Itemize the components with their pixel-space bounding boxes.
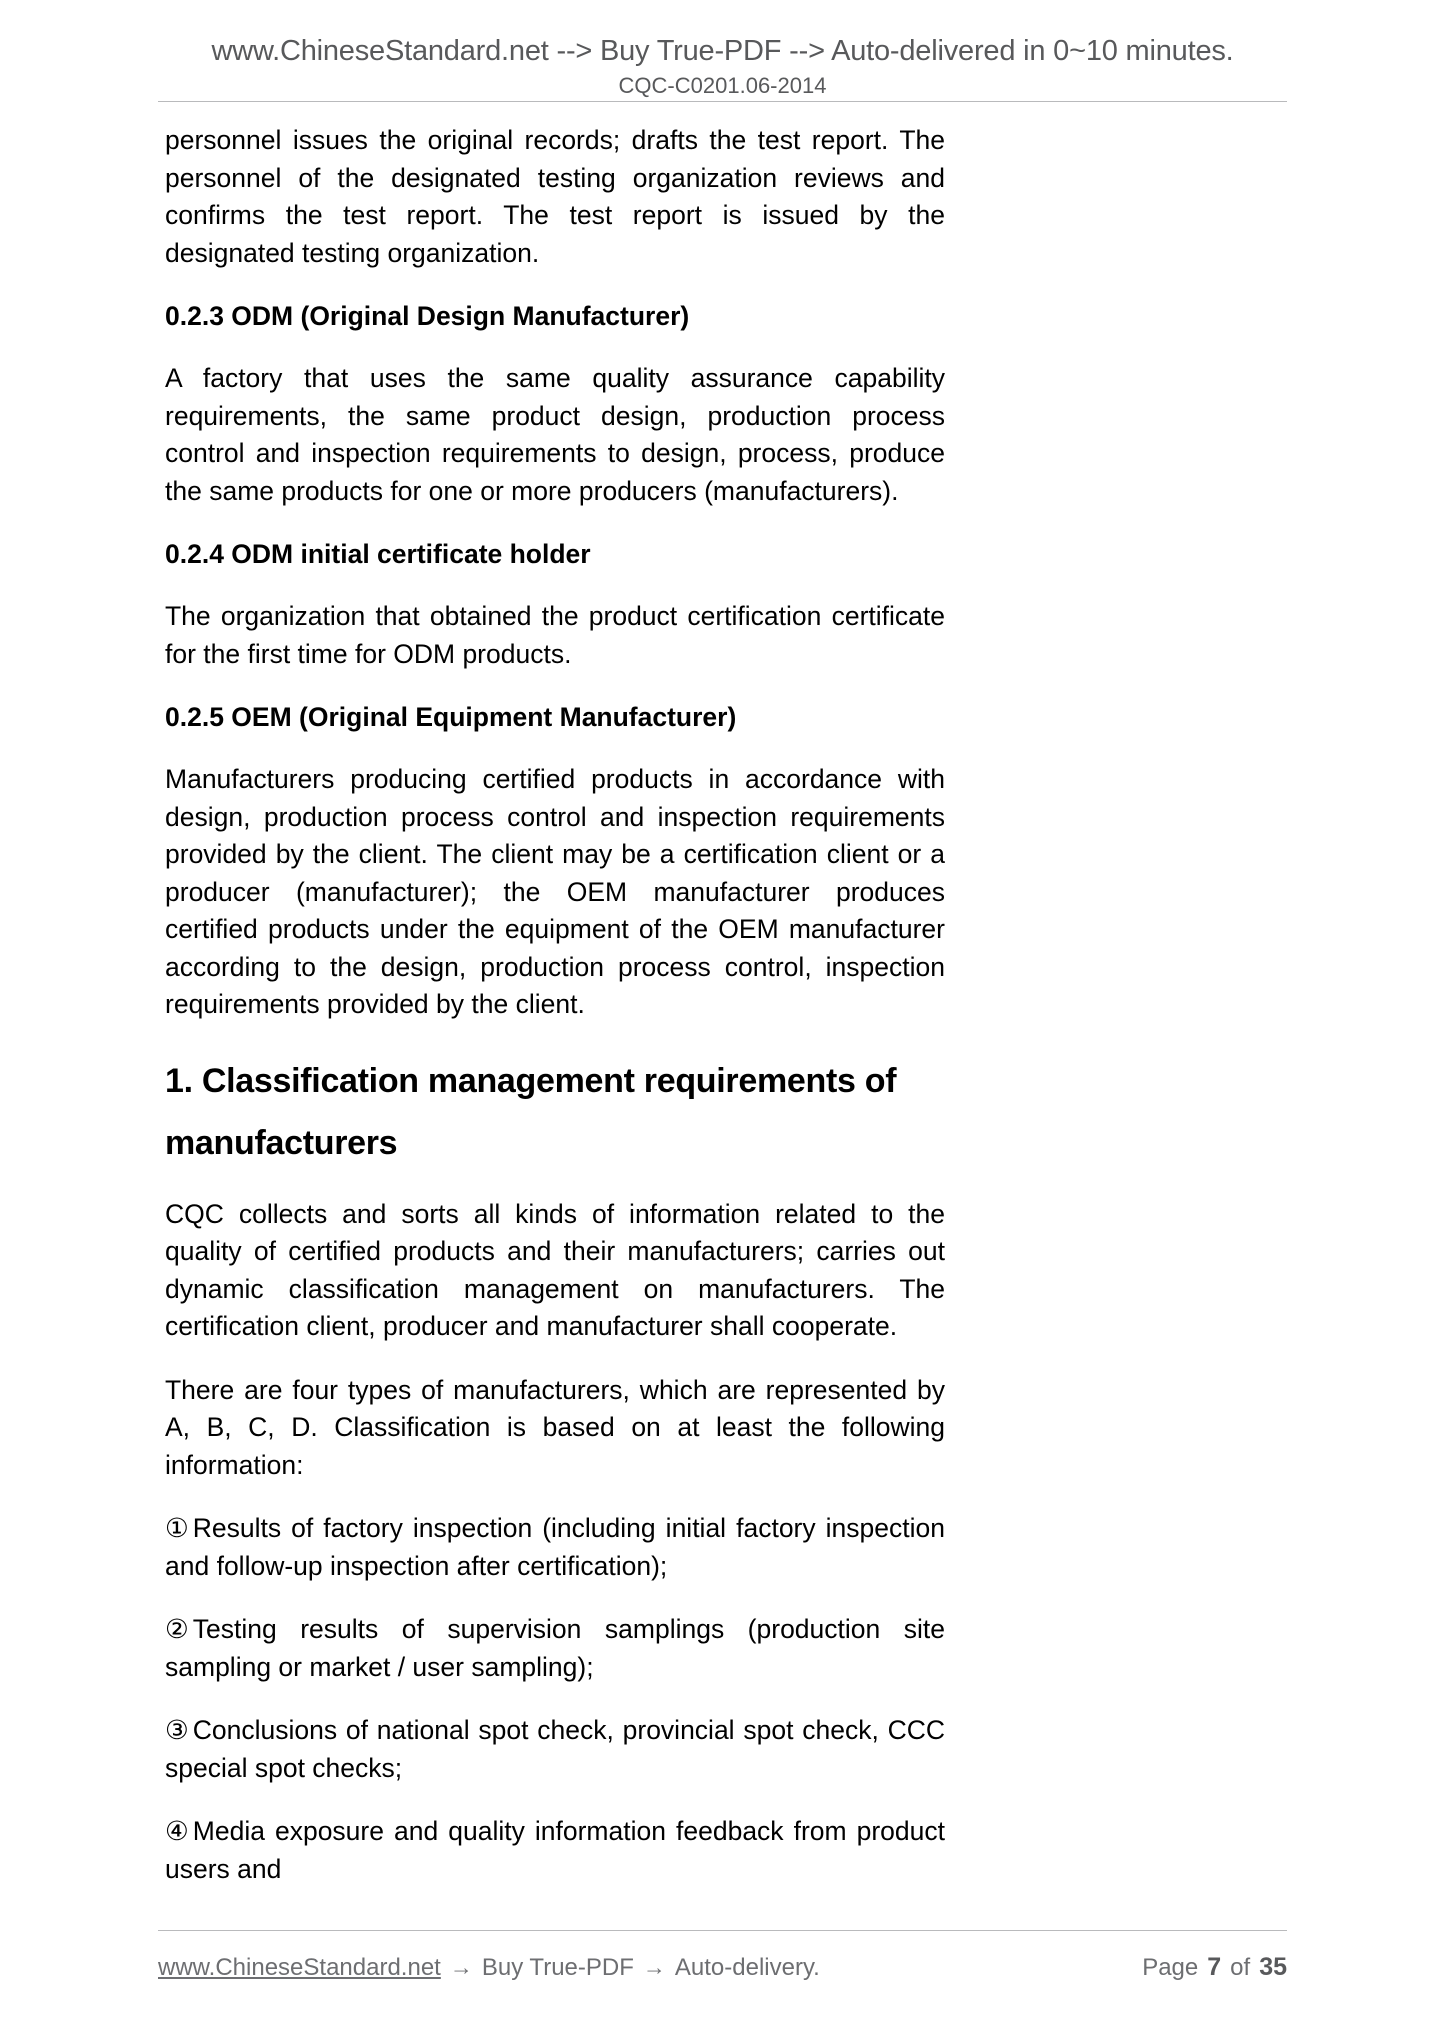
list-item-text: Testing results of supervision samplings (production site sampling or market / user sampling);: [165, 1614, 945, 1682]
footer-page-label: Page: [1142, 1954, 1199, 1981]
main-heading-line-2: manufacturers: [165, 1123, 398, 1162]
heading-0-2-3: 0.2.3 ODM (Original Design Manufacturer): [165, 301, 690, 331]
paragraph-0-2-5: Manufacturers producing certified products in accordance with design, production process control and inspection requirements provided by the client. The client may be a certification client or a producer (manufacturer); the OEM manufacturer produces certified products under the equipment of the OEM manufacturer according to the design, production process control, inspection requirements provided by the client.: [165, 764, 945, 1019]
header-divider: [158, 101, 1287, 102]
page-header: [0, 34, 1445, 99]
circled-number-1-icon: ①: [165, 1513, 189, 1543]
footer-buy-label: Buy True-PDF: [481, 1954, 634, 1981]
paragraph-intro: personnel issues the original records; drafts the test report. The personnel of the designated testing organization reviews and confirms the test report. The test report is issued by the designated testing organization.: [165, 125, 945, 268]
paragraph-types: There are four types of manufacturers, which are represented by A, B, C, D. Classification is based on at least the following information:: [165, 1374, 945, 1480]
circled-number-4-icon: ④: [165, 1816, 189, 1846]
paragraph-0-2-4: The organization that obtained the product certification certificate for the first time for ODM products.: [165, 601, 945, 669]
list-item-text: Media exposure and quality information feedback from product users and: [165, 1816, 945, 1884]
footer-of-label: of: [1230, 1954, 1251, 1981]
footer-divider: [158, 1930, 1287, 1931]
page-footer: [158, 1953, 1287, 1982]
header-promo-line: www.ChineseStandard.net --> Buy True-PDF --> Auto-delivered in 0~10 minutes.: [211, 35, 1234, 67]
paragraph-0-2-3: A factory that uses the same quality assurance capability requirements, the same product design, production process control and inspection requirements to design, process, produce the same products for one or more producers (manufacturers).: [165, 363, 945, 506]
paragraph-cqc: CQC collects and sorts all kinds of information related to the quality of certified products and their manufacturers; carries out dynamic classification management on manufacturers. The certification client, producer and manufacturer shall cooperate.: [165, 1198, 945, 1341]
main-heading-line-1: 1. Classification management requirements of: [165, 1061, 897, 1100]
heading-0-2-5: 0.2.5 OEM (Original Equipment Manufacturer): [165, 702, 737, 732]
circled-number-3-icon: ③: [165, 1715, 189, 1745]
list-item: [165, 1712, 945, 1787]
list-item: [165, 1813, 945, 1888]
footer-site-link[interactable]: www.ChineseStandard.net: [158, 1954, 441, 1981]
footer-delivery-label: Auto-delivery.: [674, 1954, 820, 1981]
document-content: [165, 122, 945, 1914]
heading-0-2-4: 0.2.4 ODM initial certificate holder: [165, 539, 591, 569]
header-standard-code: CQC-C0201.06-2014: [618, 73, 827, 99]
footer-page-indicator: [1142, 1953, 1287, 1982]
list-item-text: Conclusions of national spot check, provincial spot check, CCC special spot checks;: [165, 1715, 945, 1783]
classification-info-list: [165, 1510, 945, 1888]
arrow-right-icon-2: →: [642, 1954, 666, 1980]
list-item-text: Results of factory inspection (including initial factory inspection and follow-up inspection after certification);: [165, 1513, 945, 1581]
footer-page-number: 7: [1207, 1953, 1222, 1981]
footer-page-total: 35: [1259, 1953, 1287, 1981]
circled-number-2-icon: ②: [165, 1614, 189, 1644]
list-item: [165, 1611, 945, 1686]
footer-left-group: [158, 1954, 820, 1982]
arrow-right-icon: →: [449, 1954, 473, 1980]
main-heading-block: [165, 1050, 945, 1174]
list-item: [165, 1510, 945, 1585]
